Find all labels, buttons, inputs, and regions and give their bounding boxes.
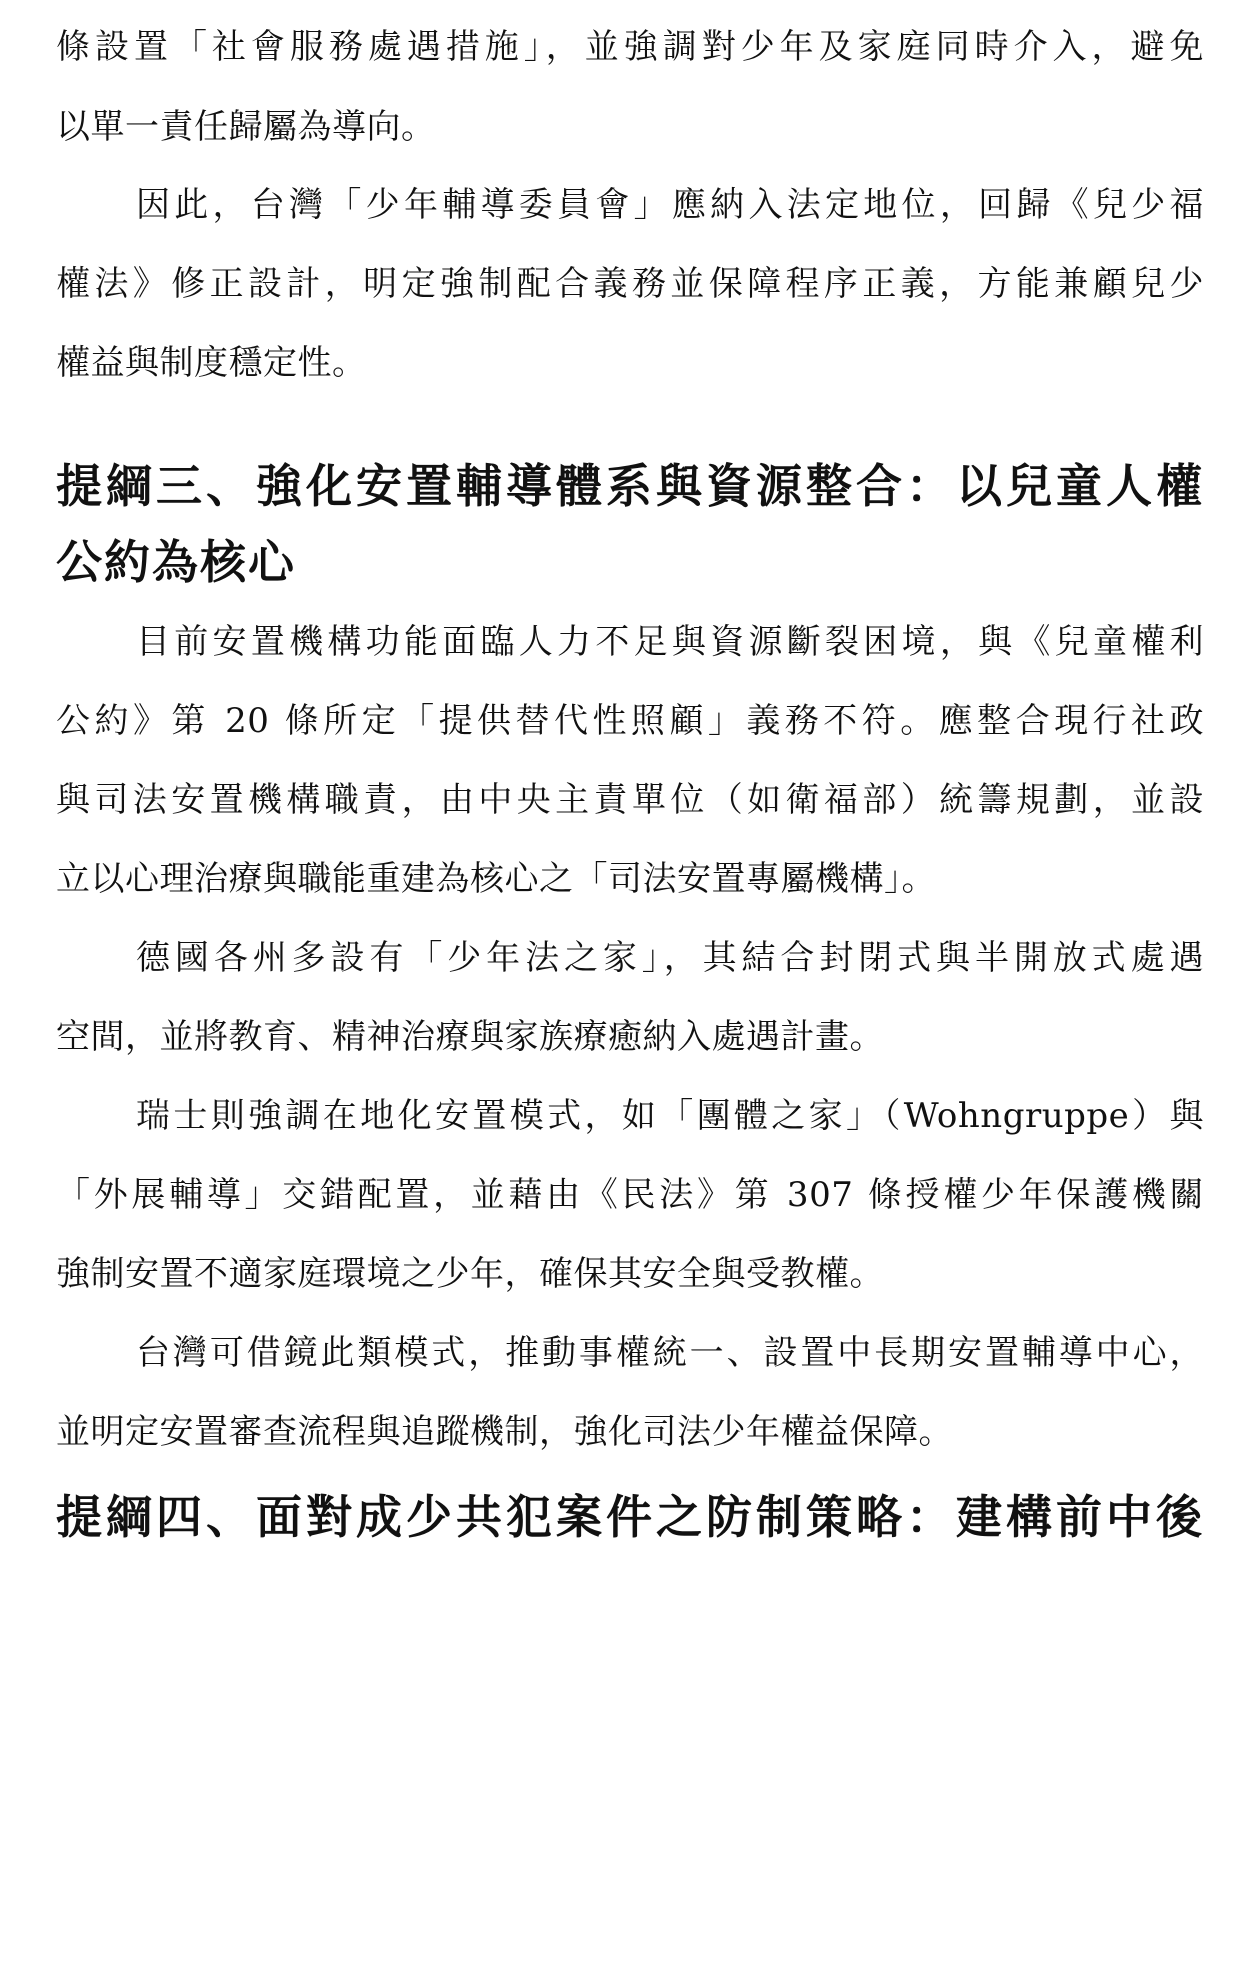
text-line: 因此，台灣「少年輔導委員會」應納入法定地位，回歸《兒少福 bbox=[136, 185, 1204, 225]
text-line: 立以心理治療與職能重建為核心之「司法安置專屬機構」。 bbox=[56, 859, 936, 899]
text-line: 目前安置機構功能面臨人力不足與資源斷裂困境，與《兒童權利 bbox=[136, 622, 1204, 662]
text-line: 空間，並將教育、精神治療與家族療癒納入處遇計畫。 bbox=[56, 1017, 884, 1057]
heading-line: 提綱四、面對成少共犯案件之防制策略：建構前中後 bbox=[56, 1490, 1204, 1544]
text-line: 權益與制度穩定性。 bbox=[56, 343, 367, 383]
text-line: 瑞士則強調在地化安置模式，如「團體之家」（Wohngruppe）與 bbox=[136, 1096, 1204, 1136]
text-line: 「外展輔導」交錯配置，並藉由《民法》第 307 條授權少年保護機關 bbox=[56, 1175, 1204, 1215]
text-line: 條設置「社會服務處遇措施」，並強調對少年及家庭同時介入，避免 bbox=[56, 27, 1204, 67]
heading-line: 公約為核心 bbox=[56, 535, 296, 589]
text-line: 以單一責任歸屬為導向。 bbox=[56, 107, 436, 147]
text-line: 公約》第 20 條所定「提供替代性照顧」義務不符。應整合現行社政 bbox=[56, 701, 1204, 741]
heading-line: 提綱三、強化安置輔導體系與資源整合：以兒童人權 bbox=[56, 459, 1204, 513]
text-line: 強制安置不適家庭環境之少年，確保其安全與受教權。 bbox=[56, 1254, 884, 1294]
text-line: 台灣可借鏡此類模式，推動事權統一、設置中長期安置輔導中心， bbox=[136, 1333, 1204, 1373]
text-line: 與司法安置機構職責，由中央主責單位（如衛福部）統籌規劃，並設 bbox=[56, 780, 1204, 820]
text-line: 並明定安置審查流程與追蹤機制，強化司法少年權益保障。 bbox=[56, 1412, 953, 1452]
text-line: 德國各州多設有「少年法之家」，其結合封閉式與半開放式處遇 bbox=[136, 938, 1204, 978]
text-line: 權法》修正設計，明定強制配合義務並保障程序正義，方能兼顧兒少 bbox=[56, 264, 1204, 304]
